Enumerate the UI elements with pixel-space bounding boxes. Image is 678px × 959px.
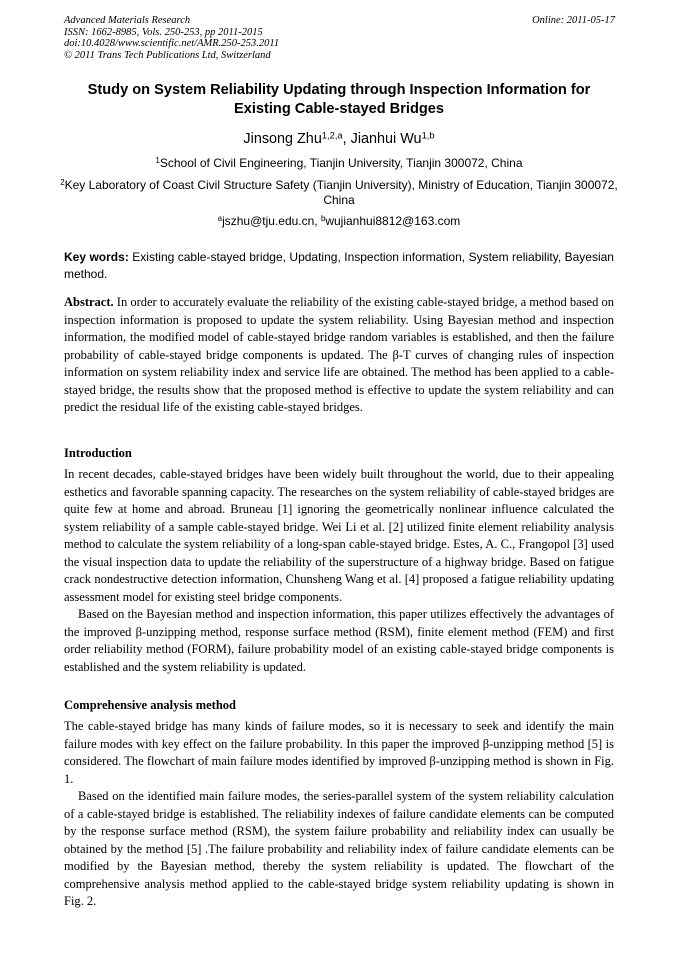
abstract-label: Abstract. bbox=[64, 295, 114, 309]
email-a[interactable]: jszhu@tju.edu.cn, bbox=[222, 214, 321, 228]
affiliation-2-text: Key Laboratory of Coast Civil Structure Safety (Tianjin University), Ministry of Education, Tianjin 300072, China bbox=[64, 178, 618, 207]
comprehensive-body bbox=[64, 718, 614, 911]
introduction-heading: Introduction bbox=[64, 446, 132, 460]
author-separator: , bbox=[342, 131, 351, 147]
comprehensive-paragraph-2: Based on the identified main failure modes, the series-parallel system of the system reliability calculation of a cable-stayed bridge is established. The reliability indexes of failure candidate elements can be computed by the response surface method (RSM), the system failure probability and reliability index can usually be obtained by the method [5] .The failure probability and reliability index of failure candidate elements can be modified by the Bayesian method, thereby the system reliability is updated. The flowchart of the comprehensive analysis method applied to the cable-stayed bridge system reliability updating is shown in Fig. 2. bbox=[64, 789, 614, 908]
keywords bbox=[64, 249, 614, 283]
issn-line: ISSN: 1662-8985, Vols. 250-253, pp 2011-2015 bbox=[64, 26, 263, 38]
email-b[interactable]: wujianhui8812@163.com bbox=[325, 214, 461, 228]
keywords-text: Existing cable-stayed bridge, Updating, Inspection information, System reliability, Bayesian method. bbox=[64, 250, 614, 281]
email-a-sup: a bbox=[217, 214, 223, 224]
introduction-body bbox=[64, 466, 614, 676]
affiliation-1-sup: 1 bbox=[155, 156, 160, 166]
abstract-text: In order to accurately evaluate the reliability of the existing cable-stayed bridge, a method based on inspection information is proposed to update the system reliability. Using Bayesian method and inspection information, the modified model of cable-stayed bridge random variables is established, and then the failure probability of cable-stayed bridge components is updated. The β-T curves of changing rules of inspection information on system reliability index and service life are obtained. The method has been applied to a cable-stayed bridge, the results show that the proposed method is effective to update the system reliability and can predict the residual life of the existing cable-stayed bridges. bbox=[64, 295, 614, 414]
affiliation-1-text: School of Civil Engineering, Tianjin University, Tianjin 300072, China bbox=[159, 156, 523, 170]
author-emails bbox=[60, 214, 618, 229]
keywords-label: Key words: bbox=[64, 250, 129, 264]
author-2-name: Jianhui Wu bbox=[350, 131, 422, 147]
introduction-paragraph-2: Based on the Bayesian method and inspection information, this paper utilizes effectively the advantages of the improved β-unzipping method, response surface method (RSM), finite element method (FEM) and first order reliability method (FORM), failure probability model of an existing cable-stayed bridge components is established and the system reliability is updated. bbox=[64, 607, 614, 674]
copyright-line: © 2011 Trans Tech Publications Ltd, Switzerland bbox=[64, 49, 271, 61]
affiliation-2 bbox=[60, 178, 618, 208]
comprehensive-heading: Comprehensive analysis method bbox=[64, 698, 237, 712]
author-1-sup: 1,2,a bbox=[321, 130, 343, 141]
author-2-sup: 1,b bbox=[421, 130, 435, 141]
online-date: Online: 2011-05-17 bbox=[532, 15, 615, 26]
title-line-2: Existing Cable-stayed Bridges bbox=[233, 101, 445, 117]
affiliation-1 bbox=[60, 156, 618, 171]
affiliation-2-sup: 2 bbox=[60, 178, 65, 188]
doi-line[interactable]: doi:10.4028/www.scientific.net/AMR.250-253.2011 bbox=[64, 38, 280, 50]
introduction-paragraph-1: In recent decades, cable-stayed bridges have been widely built throughout the world, due to their appealing esthetics and favorable spanning capacity. The researches on the system reliability of cable-stayed bridges are quite few at home and abroad. Bruneau [1] ignoring the geometrically nonlinear influence calculated the system reliability of a sample cable-stayed bridge. Wei Li et al. [2] utilized finite element reliability analysis method to calculate the system reliability of a long-span cable-stayed bridge. Estes, A. C., Frangopol [3] used the visual inspection data to update the reliability of the superstructure of a highway bridge. Based on fatigue crack nondestructive detection information, Chunsheng Wang et al. [4] proposed a fatigue reliability updating assessment model for existing steel bridge components. bbox=[64, 467, 614, 604]
abstract bbox=[64, 294, 614, 417]
journal-name: Advanced Materials Research bbox=[64, 15, 191, 26]
paper-title bbox=[40, 81, 638, 119]
email-b-sup: b bbox=[320, 214, 326, 224]
journal-header bbox=[64, 15, 279, 61]
author-1-name: Jinsong Zhu bbox=[243, 131, 322, 147]
author-list bbox=[40, 131, 638, 147]
title-line-1: Study on System Reliability Updating through Inspection Information for bbox=[87, 82, 591, 98]
comprehensive-paragraph-1: The cable-stayed bridge has many kinds of failure modes, so it is necessary to seek and identify the main failure modes with key effect on the failure probability. In this paper the improved β-unzipping method [5] is considered. The flowchart of main failure modes identified by improved β-unzipping method is shown in Fig. 1. bbox=[64, 719, 614, 786]
